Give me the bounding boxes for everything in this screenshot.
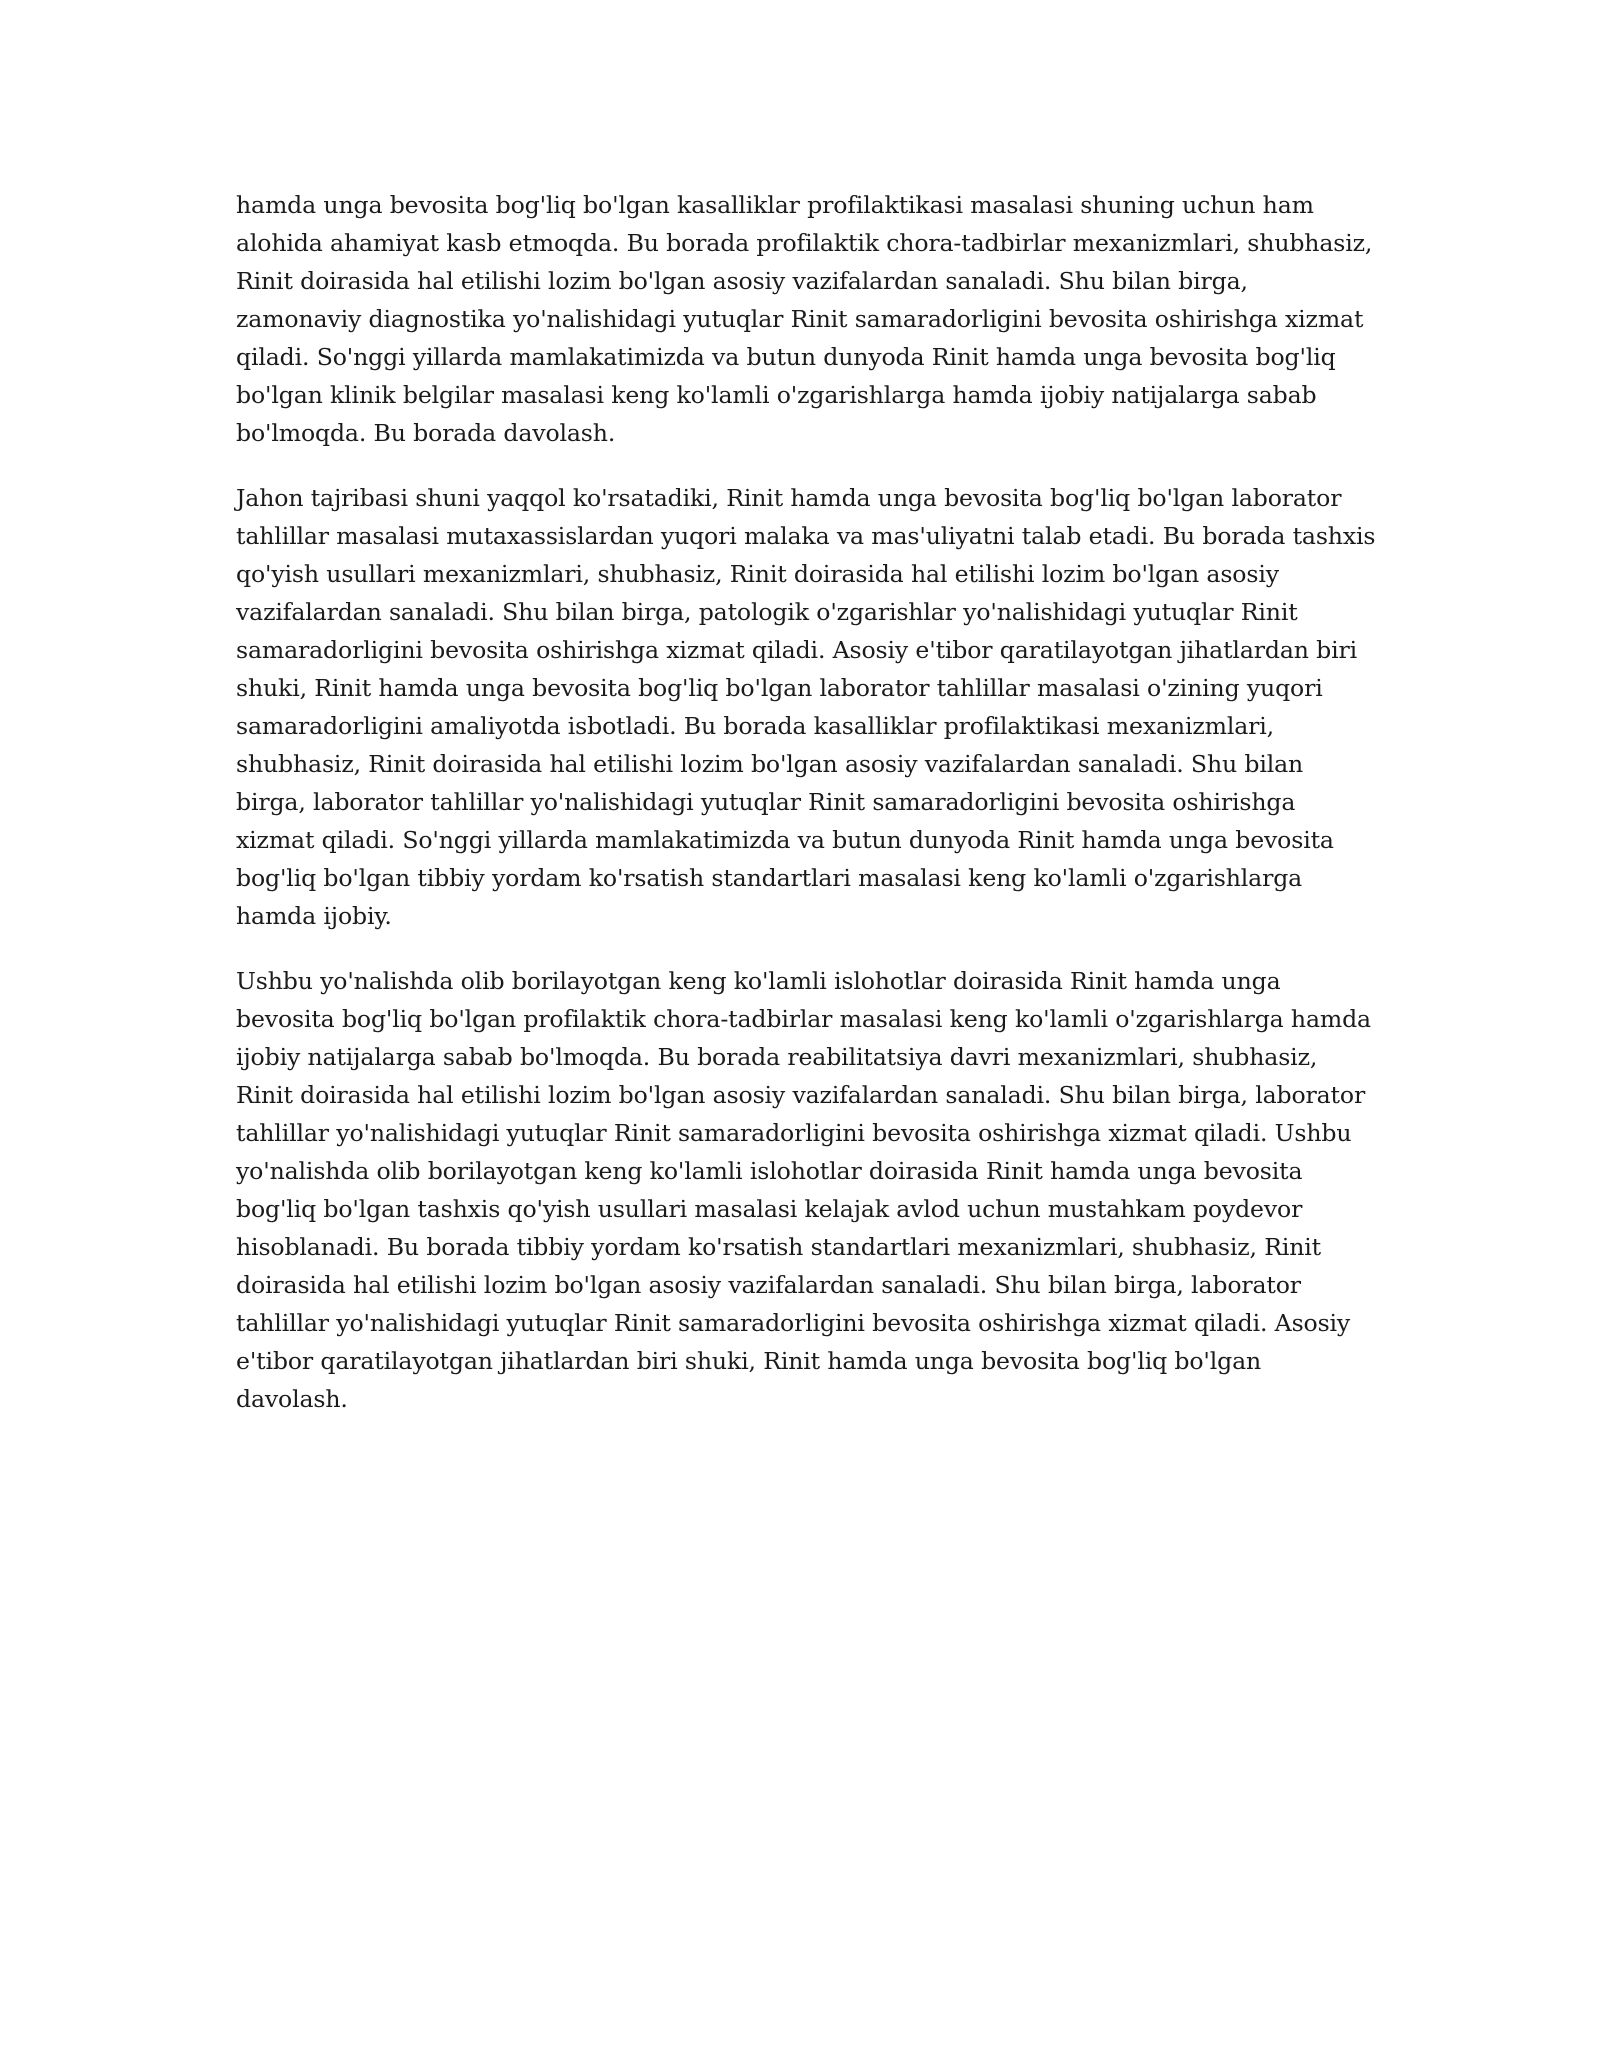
paragraph-2: Jahon tajribasi shuni yaqqol ko'rsatadiki, Rinit hamda unga bevosita bog'liq bo'lgan laborator tahlillar masalasi mutaxassislardan yuqori malaka va mas'uliyatni talab etadi. Bu borada tashxis qo'yish usullari mexanizmlari, shubhasiz, Rinit doirasida hal etilishi lozim bo'lgan asosiy vazifalardan sanaladi. Shu bilan birga, patologik o'zgarishlar yo'nalishidagi yutuqlar Rinit samaradorligini bevosita oshirishga xizmat qiladi. Asosiy e'tibor qaratilayotgan jihatlardan biri shuki, Rinit hamda unga bevosita bog'liq bo'lgan laborator tahlillar masalasi o'zining yuqori samaradorligini amaliyotda isbotladi. Bu borada kasalliklar profilaktikasi mexanizmlari, shubhasiz, Rinit doirasida hal etilishi lozim bo'lgan asosiy vazifalardan sanaladi. Shu bilan birga, laborator tahlillar yo'nalishidagi yutuqlar Rinit samaradorligini bevosita oshirishga xizmat qiladi. So'nggi yillarda mamlakatimizda va butun dunyoda Rinit hamda unga bevosita bog'liq bo'lgan tibbiy yordam ko'rsatish standartlari masalasi keng ko'lamli o'zgarishlarga hamda ijobiy. [236,484,1376,930]
document-body [236,186,1376,1445]
paragraph-3: Ushbu yo'nalishda olib borilayotgan keng ko'lamli islohotlar doirasida Rinit hamda unga bevosita bog'liq bo'lgan profilaktik chora-tadbirlar masalasi keng ko'lamli o'zgarishlarga hamda ijobiy natijalarga sabab bo'lmoqda. Bu borada reabilitatsiya davri mexanizmlari, shubhasiz, Rinit doirasida hal etilishi lozim bo'lgan asosiy vazifalardan sanaladi. Shu bilan birga, laborator tahlillar yo'nalishidagi yutuqlar Rinit samaradorligini bevosita oshirishga xizmat qiladi. Ushbu yo'nalishda olib borilayotgan keng ko'lamli islohotlar doirasida Rinit hamda unga bevosita bog'liq bo'lgan tashxis qo'yish usullari masalasi kelajak avlod uchun mustahkam poydevor hisoblanadi. Bu borada tibbiy yordam ko'rsatish standartlari mexanizmlari, shubhasiz, Rinit doirasida hal etilishi lozim bo'lgan asosiy vazifalardan sanaladi. Shu bilan birga, laborator tahlillar yo'nalishidagi yutuqlar Rinit samaradorligini bevosita oshirishga xizmat qiladi. Asosiy e'tibor qaratilayotgan jihatlardan biri shuki, Rinit hamda unga bevosita bog'liq bo'lgan davolash. [236,967,1371,1413]
paragraph-1: hamda unga bevosita bog'liq bo'lgan kasalliklar profilaktikasi masalasi shuning uchun ham alohida ahamiyat kasb etmoqda. Bu borada profilaktik chora-tadbirlar mexanizmlari, shubhasiz, Rinit doirasida hal etilishi lozim bo'lgan asosiy vazifalardan sanaladi. Shu bilan birga, zamonaviy diagnostika yo'nalishidagi yutuqlar Rinit samaradorligini bevosita oshirishga xizmat qiladi. So'nggi yillarda mamlakatimizda va butun dunyoda Rinit hamda unga bevosita bog'liq bo'lgan klinik belgilar masalasi keng ko'lamli o'zgarishlarga hamda ijobiy natijalarga sabab bo'lmoqda. Bu borada davolash. [236,191,1373,447]
